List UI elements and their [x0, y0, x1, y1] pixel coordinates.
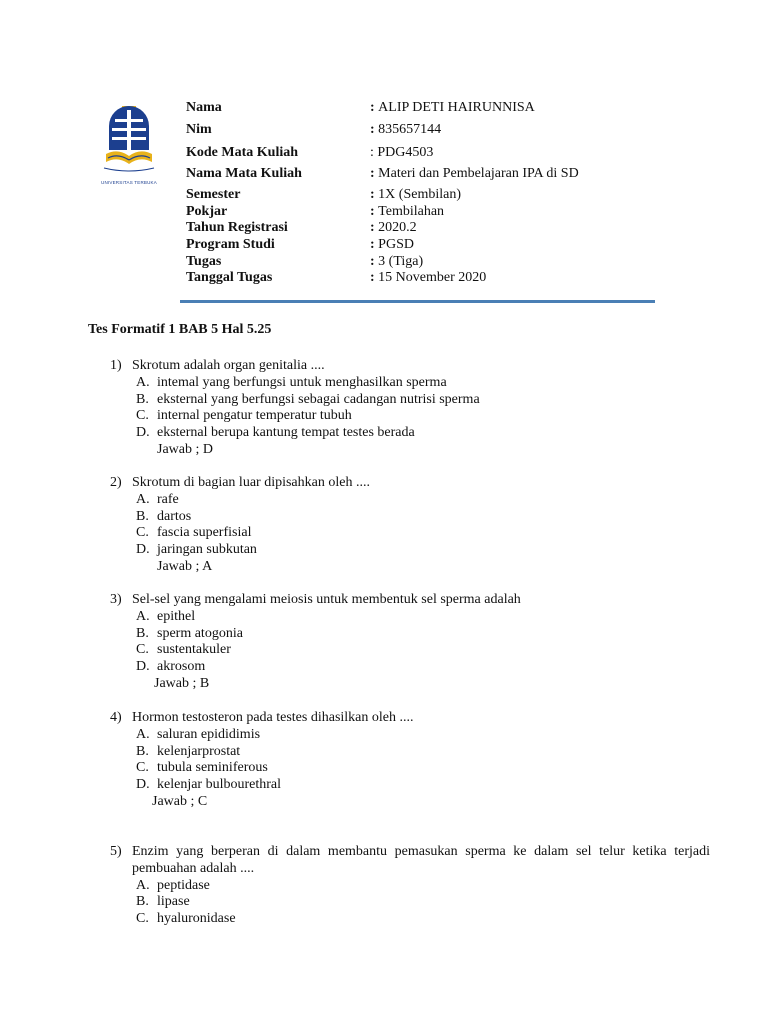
section-title: Tes Formatif 1 BAB 5 Hal 5.25: [88, 322, 272, 337]
info-value-text: 1X (Sembilan): [378, 187, 461, 202]
question-text: Enzim yang berperan di dalam membantu pemasukan sperma ke dalam sel telur ketika terjadi pembuahan adalah ....: [132, 844, 710, 876]
info-row: [186, 186, 666, 203]
option-letter: C.: [136, 642, 149, 658]
option-text: dartos: [157, 508, 192, 524]
info-value: : 3 (Tiga): [370, 254, 424, 269]
option-text: tubula seminiferous: [157, 760, 268, 776]
option-text: internal pengatur temperatur tubuh: [157, 408, 352, 424]
answer-option: [136, 760, 268, 777]
question-number: 4): [110, 710, 122, 725]
option-text: sustentakuler: [157, 642, 231, 658]
question-number: 1): [110, 358, 122, 373]
info-row: [186, 144, 666, 161]
info-value: : 835657144: [370, 122, 442, 137]
option-text: fascia superfisial: [157, 525, 252, 541]
info-label: Tahun Registrasi: [186, 220, 288, 235]
option-letter: C.: [136, 911, 149, 927]
answer-key: Jawab ; C: [152, 794, 208, 809]
option-letter: C.: [136, 760, 149, 776]
answer-option: [136, 626, 243, 643]
info-label: Pokjar: [186, 204, 228, 219]
question-text: Skrotum adalah organ genitalia ....: [132, 358, 325, 373]
logo-caption: UNIVERSITAS TERBUKA: [101, 180, 157, 185]
answer-option: [136, 744, 240, 761]
info-label: Nama: [186, 100, 222, 115]
answer-key: Jawab ; D: [157, 442, 213, 457]
option-text: sperm atogonia: [157, 625, 243, 641]
answer-option: [136, 878, 210, 895]
question-number: 5): [110, 844, 122, 859]
option-letter: B.: [136, 508, 149, 524]
question-number: 2): [110, 475, 122, 490]
option-text: jaringan subkutan: [157, 542, 257, 558]
info-value: : Tembilahan: [370, 204, 445, 219]
info-value: : 1X (Sembilan): [370, 187, 461, 202]
option-letter: B.: [136, 894, 149, 910]
answer-option: [136, 911, 236, 928]
question-text: Sel-sel yang mengalami meiosis untuk membentuk sel sperma adalah: [132, 592, 521, 607]
option-letter: B.: [136, 391, 149, 407]
info-value: : 15 November 2020: [370, 270, 487, 285]
info-value: : PGSD: [370, 237, 414, 252]
answer-key: Jawab ; B: [154, 676, 210, 691]
option-letter: B.: [136, 625, 149, 641]
option-text: kelenjar bulbourethral: [157, 777, 282, 793]
info-row: [186, 219, 666, 236]
question-number: 3): [110, 592, 122, 607]
option-text: lipase: [157, 894, 190, 910]
info-row: [186, 236, 666, 253]
option-text: akrosom: [157, 659, 206, 675]
option-text: eksternal berupa kantung tempat testes berada: [157, 425, 415, 441]
info-row: [186, 203, 666, 220]
option-letter: C.: [136, 525, 149, 541]
university-logo: [100, 102, 158, 192]
info-value-text: PDG4503: [377, 145, 434, 160]
info-value-text: 835657144: [378, 122, 442, 137]
option-text: epithel: [157, 608, 196, 624]
option-letter: A.: [136, 491, 150, 507]
info-value: : 2020.2: [370, 220, 417, 235]
question-text: Hormon testosteron pada testes dihasilkan oleh ....: [132, 710, 414, 725]
answer-option: [136, 609, 195, 626]
answer-option: [136, 642, 231, 659]
option-letter: A.: [136, 726, 150, 742]
info-value-text: PGSD: [378, 237, 414, 252]
info-row: [186, 165, 666, 182]
info-value-text: 3 (Tiga): [378, 254, 424, 269]
answer-option: [136, 375, 447, 392]
option-letter: D.: [136, 542, 150, 558]
option-text: hyaluronidase: [157, 911, 236, 927]
option-letter: D.: [136, 425, 150, 441]
info-row: [186, 121, 666, 138]
option-letter: D.: [136, 659, 150, 675]
info-value: : ALIP DETI HAIRUNNISA: [370, 100, 535, 115]
answer-option: [136, 408, 352, 425]
info-label: Kode Mata Kuliah: [186, 145, 299, 160]
option-letter: A.: [136, 608, 150, 624]
answer-option: [136, 509, 191, 526]
info-value: : Materi dan Pembelajaran IPA di SD: [370, 166, 579, 181]
answer-option: [136, 492, 179, 509]
info-value-text: Tembilahan: [378, 204, 445, 219]
answer-option: [136, 425, 415, 442]
info-row: [186, 99, 666, 116]
info-row: [186, 253, 666, 270]
question-text: Skrotum di bagian luar dipisahkan oleh ....: [132, 475, 370, 490]
info-row: [186, 269, 666, 286]
option-letter: A.: [136, 374, 150, 390]
option-letter: B.: [136, 743, 149, 759]
option-text: peptidase: [157, 877, 210, 893]
info-label: Program Studi: [186, 237, 275, 252]
info-label: Semester: [186, 187, 241, 202]
info-label: Tugas: [186, 254, 222, 269]
option-text: kelenjarprostat: [157, 743, 241, 759]
info-value-text: 2020.2: [378, 220, 417, 235]
option-text: eksternal yang berfungsi sebagai cadangan nutrisi sperma: [157, 391, 480, 407]
answer-option: [136, 659, 205, 676]
university-logo-emblem: [100, 102, 158, 192]
info-value-text: Materi dan Pembelajaran IPA di SD: [378, 166, 579, 181]
option-text: intemal yang berfungsi untuk menghasilkan sperma: [157, 374, 447, 390]
info-label: Nama Mata Kuliah: [186, 166, 302, 181]
info-label: Nim: [186, 122, 212, 137]
option-letter: A.: [136, 877, 150, 893]
answer-option: [136, 727, 260, 744]
answer-key: Jawab ; A: [157, 559, 213, 574]
info-value: : PDG4503: [370, 145, 434, 160]
info-value-text: ALIP DETI HAIRUNNISA: [378, 100, 535, 115]
option-letter: D.: [136, 777, 150, 793]
info-label: Tanggal Tugas: [186, 270, 273, 285]
option-letter: C.: [136, 408, 149, 424]
header-divider: [180, 300, 655, 303]
answer-option: [136, 392, 480, 409]
answer-option: [136, 777, 281, 794]
answer-option: [136, 525, 251, 542]
option-text: rafe: [157, 491, 179, 507]
info-value-text: 15 November 2020: [378, 270, 487, 285]
option-text: saluran epididimis: [157, 726, 261, 742]
answer-option: [136, 894, 190, 911]
answer-option: [136, 542, 257, 559]
